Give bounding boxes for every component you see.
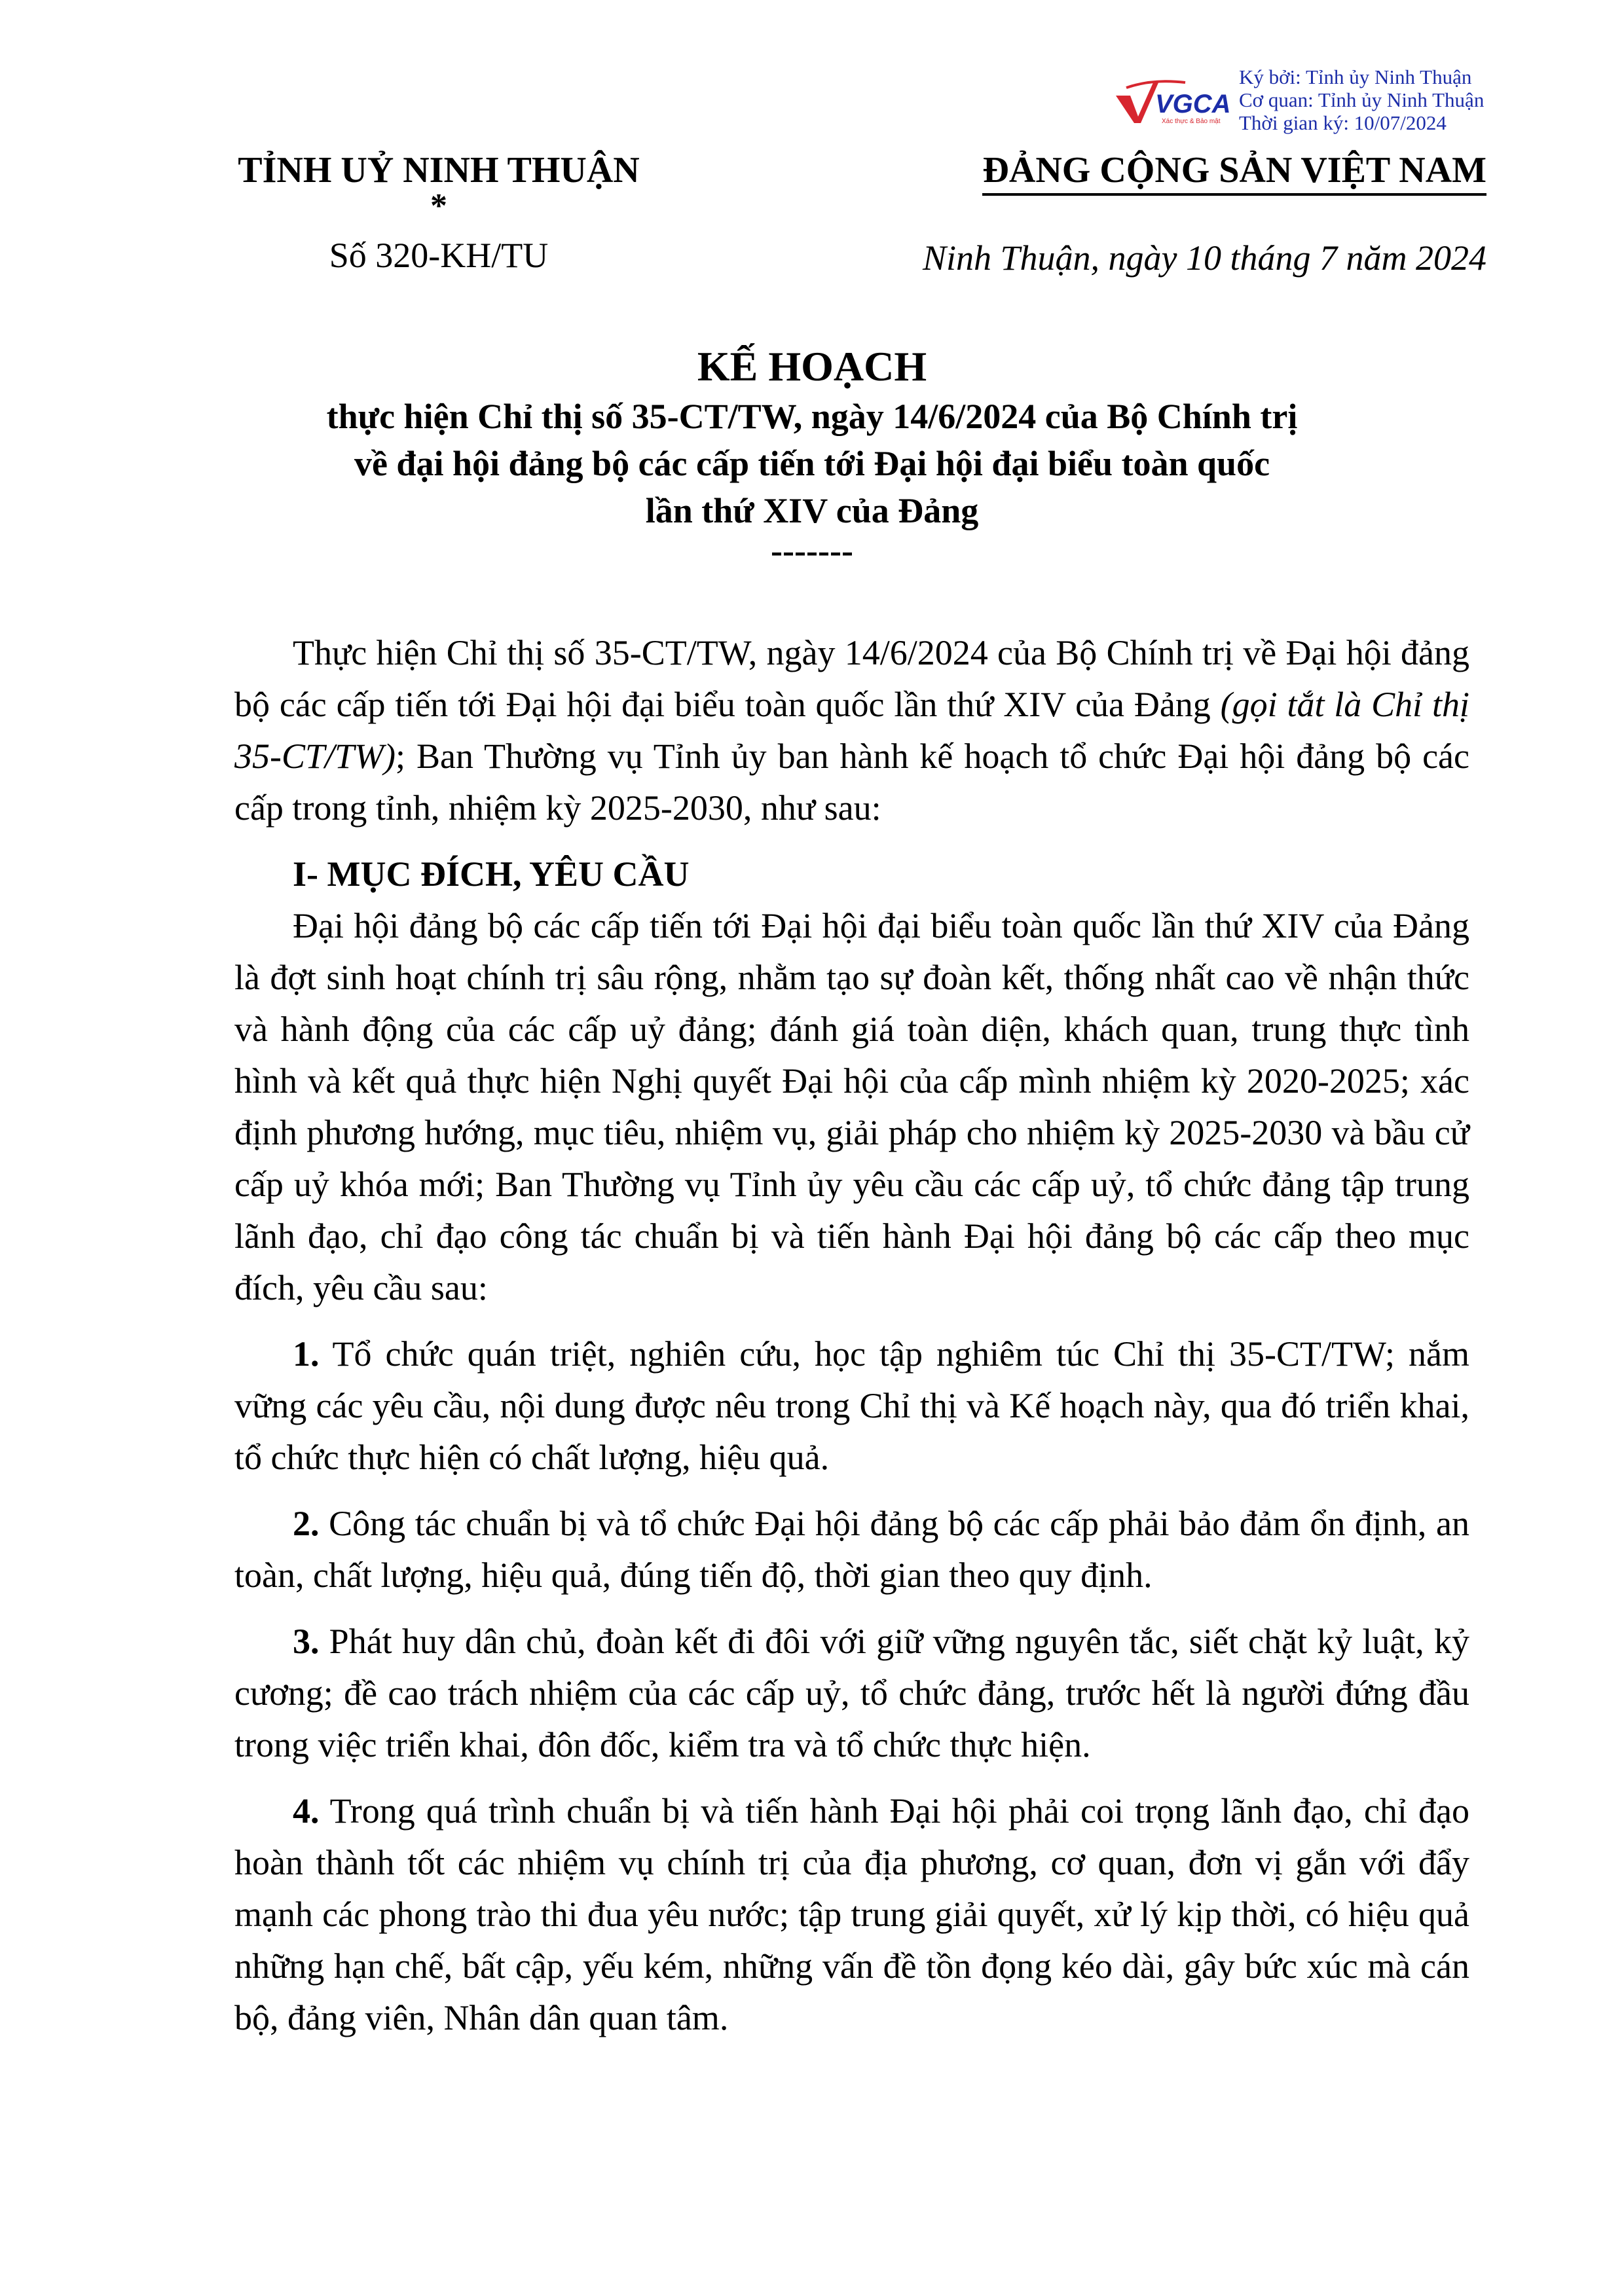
issuer-name: TỈNH UỶ NINH THUẬN — [238, 150, 640, 191]
document-body — [234, 627, 1469, 2044]
requirement-item: 4. Trong quá trình chuẩn bị và tiến hành Đại hội phải coi trọng lãnh đạo, chỉ đạo hoàn thành tốt các nhiệm vụ chính trị của địa phương, cơ quan, đơn vị gắn với đẩy mạnh các phong trào thi đua yêu nước; tập trung giải quyết, xử lý kịp thời, có hiệu quả những hạn chế, bất cập, yếu kém, những vấn đề tồn đọng kéo dài, gây bức xúc mà cán bộ, đảng viên, Nhân dân quan tâm. — [234, 1791, 1469, 2037]
document-subtitle-line-2: về đại hội đảng bộ các cấp tiến tới Đại hội đại biểu toàn quốc — [354, 444, 1270, 483]
vgca-logo-icon — [1113, 76, 1231, 128]
document-number: Số 320-KH/TU — [329, 236, 549, 275]
party-block — [858, 147, 1486, 281]
document-title: KẾ HOẠCH — [697, 343, 927, 390]
signature-agency: Cơ quan: Tỉnh ủy Ninh Thuận — [1239, 88, 1485, 111]
requirement-item: 2. Công tác chuẩn bị và tổ chức Đại hội đảng bộ các cấp phải bảo đảm ổn định, an toàn, chất lượng, hiệu quả, đúng tiến độ, thời gian theo quy định. — [234, 1504, 1469, 1595]
signature-signed-by: Ký bởi: Tỉnh ủy Ninh Thuận — [1239, 65, 1472, 88]
section-heading: I- MỤC ĐÍCH, YÊU CẦU — [293, 854, 690, 894]
title-separator: ------- — [771, 531, 853, 570]
vgca-logo-text: VGCA — [1155, 90, 1231, 118]
requirement-item: 3. Phát huy dân chủ, đoàn kết đi đôi với giữ vững nguyên tắc, siết chặt kỷ luật, kỷ cương; đề cao trách nhiệm của các cấp uỷ, tổ chức đảng, trước hết là người đứng đầu trong việc triển khai, đôn đốc, kiểm tra và tổ chức thực hiện. — [234, 1622, 1469, 1764]
document-subtitle-line-1: thực hiện Chỉ thị số 35-CT/TW, ngày 14/6/2024 của Bộ Chính trị — [326, 397, 1298, 436]
requirement-item: 1. Tổ chức quán triệt, nghiên cứu, học tập nghiêm túc Chỉ thị 35-CT/TW; nắm vững các yêu cầu, nội dung được nêu trong Chỉ thị và Kế hoạch này, qua đó triển khai, tổ chức thực hiện có chất lượng, hiệu quả. — [234, 1334, 1469, 1477]
document-title-block — [131, 340, 1493, 570]
intro-paragraph: Thực hiện Chỉ thị số 35-CT/TW, ngày 14/6/2024 của Bộ Chính trị về Đại hội đảng bộ các cấp tiến tới Đại hội đại biểu toàn quốc lần thứ XIV của Đảng (gọi tắt là Chỉ thị 35-CT/TW); Ban Thường vụ Tỉnh ủy ban hành kế hoạch tổ chức Đại hội đảng bộ các cấp trong tỉnh, nhiệm kỳ 2025-2030, như sau: — [234, 633, 1469, 828]
section-intro-paragraph: Đại hội đảng bộ các cấp tiến tới Đại hội đại biểu toàn quốc lần thứ XIV của Đảng là đợt sinh hoạt chính trị sâu rộng, nhằm tạo sự đoàn kết, thống nhất cao về nhận thức và hành động của các cấp uỷ đảng; đánh giá toàn diện, khách quan, trung thực tình hình và kết quả thực hiện Nghị quyết Đại hội của cấp mình nhiệm kỳ 2020-2025; xác định phương hướng, mục tiêu, nhiệm vụ, giải pháp cho nhiệm kỳ 2025-2030 và bầu cử cấp uỷ khóa mới; Ban Thường vụ Tỉnh ủy yêu cầu các cấp uỷ, tổ chức đảng tập trung lãnh đạo, chỉ đạo công tác chuẩn bị và tiến hành Đại hội đảng bộ các cấp theo mục đích, yêu cầu sau: — [234, 906, 1469, 1307]
signature-time: Thời gian ký: 10/07/2024 — [1239, 111, 1447, 134]
digital-signature-stamp — [1113, 65, 1532, 137]
document-subtitle-line-3: lần thứ XIV của Đảng — [645, 491, 979, 530]
party-name: ĐẢNG CỘNG SẢN VIỆT NAM — [982, 147, 1486, 196]
place-date: Ninh Thuận, ngày 10 tháng 7 năm 2024 — [922, 238, 1486, 278]
issuer-block — [216, 147, 661, 278]
issuer-star: * — [430, 187, 447, 225]
vgca-logo-subtext: Xác thực & Bảo mật — [1162, 118, 1221, 125]
